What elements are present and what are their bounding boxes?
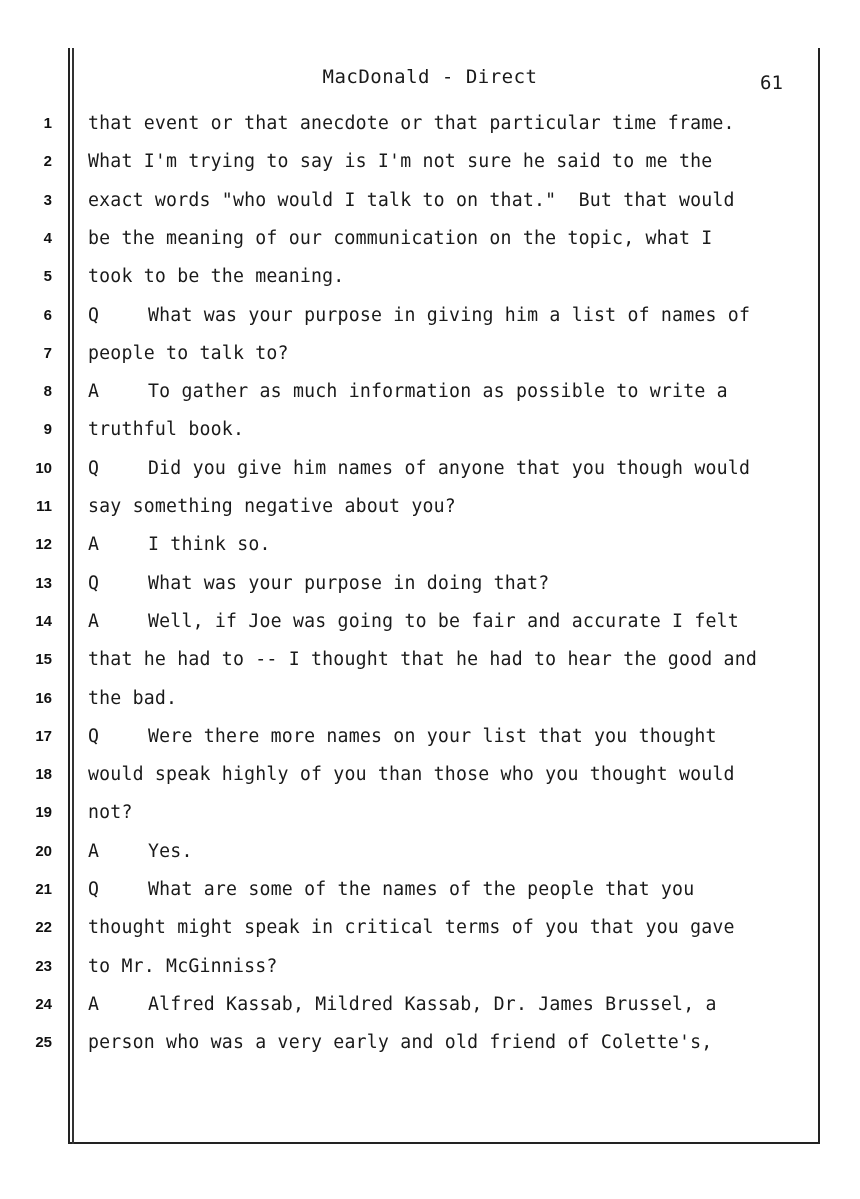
- line-text: exact words "who would I talk to on that." But that would: [88, 189, 735, 211]
- line-text: that event or that anecdote or that particular time frame.: [88, 113, 735, 134]
- line-text: took to be the meaning.: [88, 266, 345, 288]
- line-text: thought might speak in critical terms of you that you gave: [88, 917, 735, 939]
- line-number: 14: [35, 612, 52, 630]
- line-number: 25: [35, 1034, 52, 1052]
- line-number: 5: [43, 268, 52, 286]
- line-text: to Mr. McGinniss?: [88, 955, 278, 977]
- transcript-line: [88, 304, 750, 328]
- speaker-marker: A: [88, 840, 100, 862]
- speaker-marker: A: [88, 534, 100, 556]
- transcript-line: [88, 418, 244, 442]
- line-number: 23: [35, 957, 52, 975]
- transcript-line: [88, 572, 549, 596]
- line-number: 10: [35, 459, 52, 477]
- page-number: 61: [760, 72, 783, 94]
- line-text: What are some of the names of the people that you: [148, 879, 695, 900]
- transcript-line: [88, 495, 456, 519]
- line-number: 18: [35, 766, 52, 784]
- line-text: I think so.: [148, 534, 271, 556]
- speaker-marker: A: [88, 610, 100, 632]
- line-number: 8: [43, 383, 52, 401]
- line-number: 15: [35, 651, 52, 669]
- speaker-marker: Q: [88, 879, 100, 900]
- speaker-marker: Q: [88, 725, 100, 747]
- line-number: 13: [35, 574, 52, 592]
- transcript-line: [88, 380, 728, 404]
- transcript-line: [88, 993, 717, 1017]
- line-text: What I'm trying to say is I'm not sure he said to me the: [88, 151, 713, 173]
- line-text: Were there more names on your list that you thought: [148, 725, 717, 747]
- speaker-marker: A: [88, 993, 100, 1015]
- line-text: person who was a very early and old friend of Colette's,: [88, 1032, 713, 1054]
- speaker-marker: Q: [88, 457, 100, 479]
- transcript-line: [88, 533, 271, 557]
- line-number: 9: [43, 421, 52, 439]
- transcript-line: [88, 878, 694, 902]
- transcript-line: [88, 112, 735, 136]
- line-text: people to talk to?: [88, 342, 289, 364]
- line-number: 21: [35, 881, 52, 898]
- line-number: 20: [35, 842, 52, 860]
- transcript-line: [88, 1031, 712, 1055]
- transcript-line: [88, 955, 278, 979]
- line-text: Alfred Kassab, Mildred Kassab, Dr. James Brussel, a: [148, 993, 717, 1015]
- transcript-line: [88, 610, 739, 634]
- line-text: be the meaning of our communication on the topic, what I: [88, 227, 713, 249]
- line-number: 17: [35, 727, 52, 745]
- transcript-line: [88, 227, 712, 251]
- line-text: truthful book.: [88, 419, 245, 441]
- line-text: What was your purpose in giving him a list of names of: [148, 304, 751, 326]
- transcript-line: [88, 725, 717, 749]
- speaker-marker: Q: [88, 304, 100, 326]
- line-number: 3: [43, 191, 52, 209]
- line-number: 4: [43, 229, 52, 247]
- line-text: To gather as much information as possible to write a: [148, 381, 728, 403]
- line-number: 22: [35, 919, 52, 937]
- line-text: not?: [88, 802, 133, 824]
- speaker-marker: Q: [88, 572, 100, 594]
- left-margin-rule: [72, 48, 74, 1144]
- line-number: 6: [43, 306, 52, 324]
- transcript-line: [88, 342, 289, 366]
- transcript-line: [88, 763, 735, 787]
- transcript-line: [88, 840, 193, 864]
- transcript-line: [88, 648, 757, 672]
- speaker-marker: A: [88, 381, 100, 403]
- transcript-line: [88, 150, 712, 174]
- line-number: 16: [35, 689, 52, 707]
- line-text: the bad.: [88, 687, 178, 709]
- line-text: Well, if Joe was going to be fair and accurate I felt: [148, 610, 739, 632]
- line-text: say something negative about you?: [88, 496, 456, 517]
- line-number: 12: [35, 536, 52, 554]
- transcript-line: [88, 916, 735, 940]
- line-number: 19: [35, 804, 52, 822]
- transcript-line: [88, 265, 344, 289]
- line-number: 1: [43, 115, 52, 132]
- line-text: Yes.: [148, 840, 193, 862]
- transcript-line: [88, 457, 750, 481]
- line-text: would speak highly of you than those who you thought would: [88, 764, 735, 786]
- line-text: Did you give him names of anyone that you though would: [148, 457, 751, 479]
- line-number: 11: [36, 498, 52, 515]
- transcript-line: [88, 687, 177, 711]
- line-number: 2: [43, 153, 52, 171]
- line-text: What was your purpose in doing that?: [148, 572, 550, 594]
- line-text: that he had to -- I thought that he had to hear the good and: [88, 649, 757, 671]
- page-header: MacDonald - Direct: [322, 66, 538, 88]
- transcript-line: [88, 189, 735, 213]
- transcript-line: [88, 801, 133, 825]
- line-number: 24: [35, 995, 52, 1013]
- line-number: 7: [43, 344, 52, 362]
